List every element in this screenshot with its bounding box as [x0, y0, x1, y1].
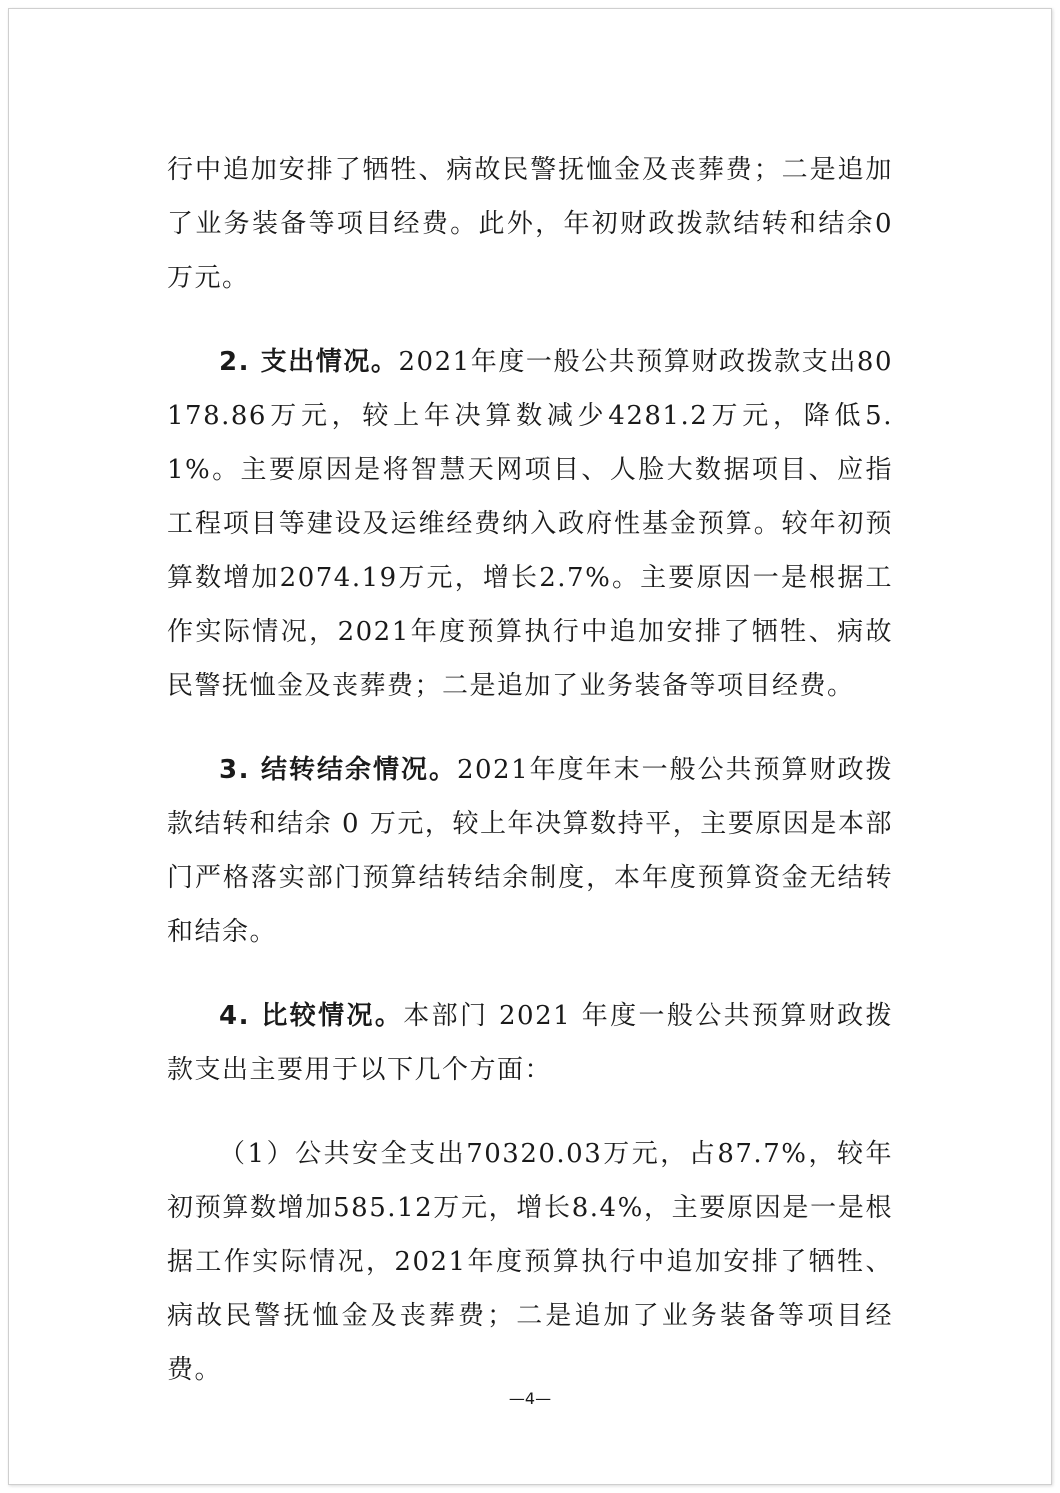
paragraph-text: 本部门 2021 年度一般公共预算财政拨款支出主要用于以下几个方面：	[167, 1001, 893, 1085]
paragraph-text: 2021年度年末一般公共预算财政拨款结转和结余 0 万元，较上年决算数持平，主要原因是本部门严格落实部门预算结转结余制度，本年度预算资金无结转和结余。	[167, 755, 893, 947]
paragraph-expenditure	[167, 335, 893, 713]
paragraph-comparison	[167, 989, 893, 1097]
paragraph-heading: 2. 支出情况。	[219, 347, 399, 377]
paragraph-public-security	[167, 1127, 893, 1397]
paragraph-text: 行中追加安排了牺牲、病故民警抚恤金及丧葬费；二是追加了业务装备等项目经费。此外，年初财政拨款结转和结余0万元。	[167, 155, 893, 293]
paragraph-text: （1）公共安全支出70320.03万元，占87.7%，较年初预算数增加585.12万元，增长8.4%，主要原因是一是根据工作实际情况，2021年度预算执行中追加安排了牺牲、病故民警抚恤金及丧葬费；二是追加了业务装备等项目经费。	[167, 1139, 893, 1385]
page-number: —4—	[508, 1389, 552, 1408]
paragraph-continued	[167, 143, 893, 305]
paragraph-carryover	[167, 743, 893, 959]
document-page	[8, 8, 1052, 1485]
paragraph-heading: 4. 比较情况。	[219, 1001, 404, 1031]
paragraph-text: 2021年度一般公共预算财政拨款支出80178.86万元，较上年决算数减少4281.2万元，降低5.1%。主要原因是将智慧天网项目、人脸大数据项目、应指工程项目等建设及运维经费纳入政府性基金预算。较年初预算数增加2074.19万元，增长2.7%。主要原因一是根据工作实际情况，2021年度预算执行中追加安排了牺牲、病故民警抚恤金及丧葬费；二是追加了业务装备等项目经费。	[167, 347, 893, 701]
paragraph-heading: 3. 结转结余情况。	[219, 755, 457, 785]
document-body	[167, 143, 893, 1397]
